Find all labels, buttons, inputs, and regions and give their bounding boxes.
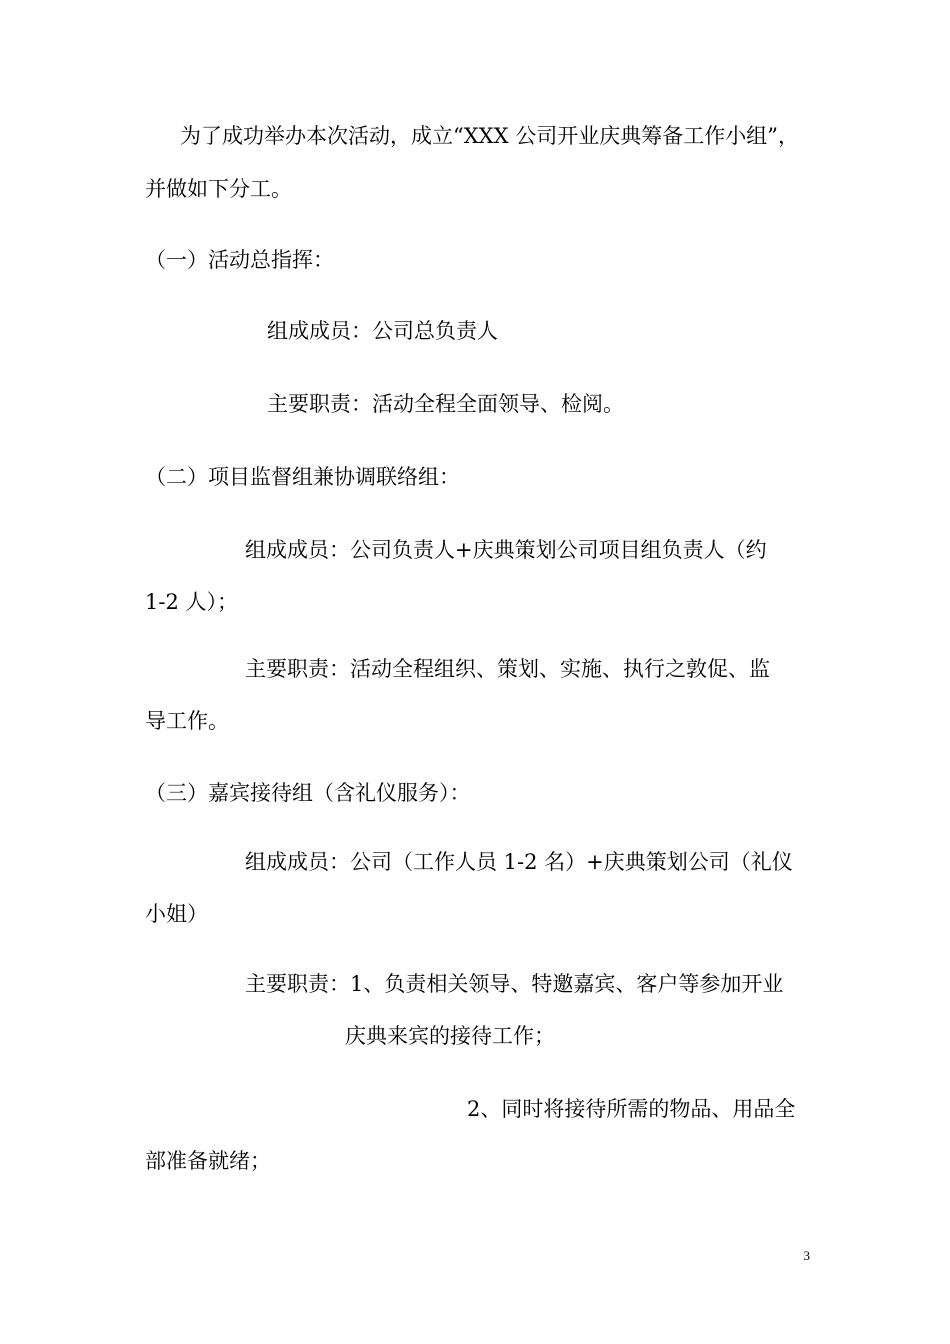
section-3-duties-line-2: 庆典来宾的接待工作；: [345, 1024, 555, 1048]
section-2-duties-line-2: 导工作。: [145, 709, 229, 733]
section-3-members-line-2: 小姐）: [145, 902, 208, 926]
intro-line-2: 并做如下分工。: [145, 177, 292, 201]
intro-line-1: 为了成功举办本次活动，成立“XXX 公司开业庆典筹备工作小组”，: [180, 124, 799, 148]
section-2-members-line-2: 1-2 人）；: [145, 590, 238, 614]
section-3-duties-line-3: 2、同时将接待所需的物品、用品全: [467, 1097, 796, 1121]
section-1-members: 组成成员：公司总负责人: [267, 319, 498, 343]
section-2-members-line-1: 组成成员：公司负责人+庆典策划公司项目组负责人（约: [245, 538, 767, 562]
section-3-heading: （三）嘉宾接待组（含礼仪服务）：: [145, 781, 471, 805]
section-3-duties-line-1: 主要职责：1、负责相关领导、特邀嘉宾、客户等参加开业: [245, 972, 784, 996]
section-1-heading: （一）活动总指挥：: [145, 248, 334, 272]
section-3-duties-line-4: 部准备就绪；: [145, 1149, 271, 1173]
section-3-members-line-1: 组成成员：公司（工作人员 1-2 名）+庆典策划公司（礼仪: [245, 850, 793, 874]
page-number: 3: [803, 1248, 810, 1263]
section-2-heading: （二）项目监督组兼协调联络组：: [145, 465, 460, 489]
section-1-duties: 主要职责：活动全程全面领导、检阅。: [267, 392, 624, 416]
section-2-duties-line-1: 主要职责：活动全程组织、策划、实施、执行之敦促、监: [245, 657, 770, 681]
